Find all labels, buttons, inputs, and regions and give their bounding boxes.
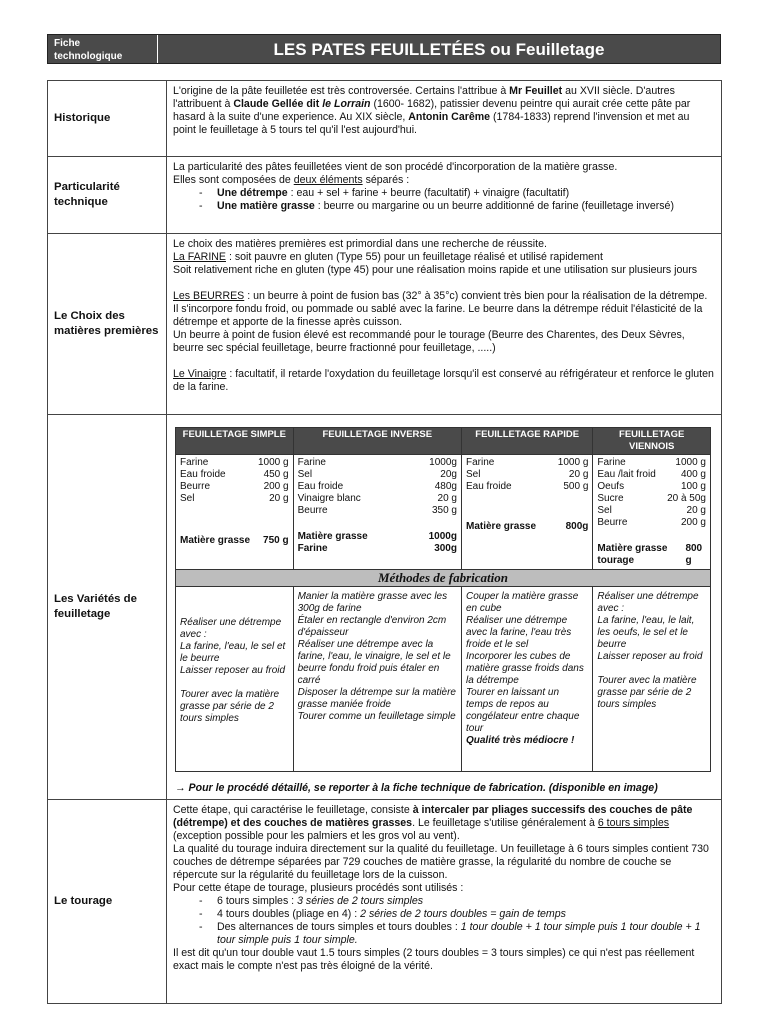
- method-step: Qualité très médiocre !: [465, 735, 575, 746]
- method-step: La farine, l'eau, le sel et le beurre: [180, 641, 286, 664]
- method-step: Réaliser une détrempe avec la farine, l'eau très froide et le sel: [465, 615, 572, 650]
- method-step: Incorporer les cubes de matière grasse froids dans la détrempe: [465, 651, 584, 686]
- ingredient-row: Eau froide 450 g: [180, 469, 289, 480]
- text-tourage: Cette étape, qui caractérise le feuilletage, consiste à intercaler par pliages successifs des couches de pâte (détrempe) et des couches de matières grasses. Le feuilletage s'utilise généralement à 6 tours simples (exception possible pour les palmiers et les gros vol au vent). La qualité du tourage induira directement sur la qualité du feuilletage. Un feuilletage à 6 tours simples contient 730 couches de détrempe séparées par 729 couches de matière grasse, la régularité du nombre de couche se répercute sur la régularité du feuilletage lors de la cuisson. Pour cette étape de tourage, plusieurs procédés sont utilisés : - 6 tours simples : 3 séries de 2 tours simples - 4 tours doubles (pliage en 4) : 2 séries de 2 tours doubles = gain de temps - Des alternances de tours simples et tours doubles : 1 tour double + 1 tour simple puis 1 tour double + 1 tour simple puis 1 tour simple. Il est dit qu'un tour double vaut 1.5 tours simples (2 tours doubles = 3 tours simples) ce qui n'est pas réellement exact mais le compte n'est pas très éloigné de la vérité.: [167, 800, 722, 1004]
- ingredients-cell: [593, 455, 711, 570]
- ingredient-row: Eau /lait froid 400 g: [597, 469, 706, 480]
- row-choix: [48, 234, 722, 415]
- text-choix: Le choix des matières premières est primordial dans une recherche de réussite. La FARINE : soit pauvre en gluten (Type 55) pour un feuilletage réalisé et utilisé rapidement Soit relativement riche en gluten (type 45) pour une réalisation moins rapide et une utilisation sur plusieurs jours Les BEURRES : un beurre à point de fusion bas (32° à 35°c) convient très bien pour la réalisation de la détrempe. Il s'incorpore fondu froid, ou pommade ou sablé avec la farine. Le beurre dans la détrempe réduit l'élasticité de la détrempe et apporte de la finesse après cuisson. Un beurre à point de fusion élevé est recommandé pour le tourage (Beurre des Charentes, des Deux Sèvres, beurre sec spécial feuilletage, beurre fractionné pour feuilletage, .....) Le Vinaigre : facultatif, il retarde l'oxydation du feuilletage lorsqu'il est conservé au réfrigérateur et renforce le gluten de la farine.: [167, 234, 722, 415]
- page-title: LES PATES FEUILLETÉES ou Feuilletage: [273, 40, 605, 59]
- ingredient-row: Sucre 20 à 50g: [597, 493, 706, 504]
- ingredient-row: Sel 20g: [297, 469, 457, 480]
- method-step: Réaliser une détrempe avec la farine, l'eau, le vinaigre, le sel et le beurre fondu froid puis étaler en carré: [297, 639, 451, 686]
- method-cell: [461, 587, 592, 772]
- ingredient-total: Matière grasse tourage 800 g: [597, 543, 703, 566]
- list-item: - Une matière grasse : beurre ou margarine ou un beurre additionné de farine (feuilletage inversé): [199, 200, 715, 213]
- method-step: La farine, l'eau, le lait, les oeufs, le sel et le beurre: [597, 615, 695, 650]
- row-historique: [48, 81, 722, 157]
- variety-header: FEUILLETAGE RAPIDE: [461, 428, 592, 455]
- label-varietes: Les Variétés de feuilletage: [48, 415, 167, 800]
- ingredient-row: Beurre 200 g: [180, 481, 289, 492]
- ingredient-total: Farine 300g: [297, 543, 457, 554]
- ingredient-row: Sel 20 g: [465, 469, 589, 480]
- method-step: [597, 663, 706, 675]
- ingredient-row: Beurre 350 g: [297, 505, 457, 516]
- ingredient-row: Vinaigre blanc 20 g: [297, 493, 457, 504]
- variety-header: FEUILLETAGE INVERSE: [293, 428, 461, 455]
- row-varietes: [48, 415, 722, 800]
- method-step: Laisser reposer au froid: [597, 651, 703, 662]
- method-step: Tourer comme un feuilletage simple: [297, 711, 456, 722]
- text-historique: L'origine de la pâte feuilletée est très controversée. Certains l'attribue à Mr Feuillet au XVII siècle. D'autres l'attribuent à Claude Gellée dit le Lorrain (1600- 1682), patissier devenu peintre qui aurait crée cette pâte par hasard à la suite d'une experience. Au XIX siècle, Antonin Carême (1784-1833) reprend l'invension et met au point le feuilletage à 5 tours tel qu'il l'est aujourd'hui.: [167, 81, 722, 157]
- ingredient-total: Matière grasse 800g: [465, 521, 589, 532]
- header-label: Fiche technologique: [48, 35, 158, 63]
- ingredients-cell: [176, 455, 294, 570]
- method-cell: [176, 587, 294, 772]
- ingredient-row: Eau froide 500 g: [465, 481, 589, 492]
- method-step: Manier la matière grasse avec les 300g de farine: [297, 591, 448, 614]
- methods-title: Méthodes de fabrication: [176, 570, 711, 587]
- method-step: [180, 677, 289, 689]
- label-choix: Le Choix des matières premières: [48, 234, 167, 415]
- ingredient-row: Sel 20 g: [597, 505, 706, 516]
- ingredient-row: Farine 1000g: [297, 457, 457, 468]
- method-step: Couper la matière grasse en cube: [465, 591, 579, 614]
- procedure-note: → Pour le procédé détaillé, se reporter à la fiche technique de fabrication. (disponible en image): [175, 782, 658, 794]
- ingredient-row: Farine 1000 g: [180, 457, 289, 468]
- document-header: [47, 34, 721, 64]
- text-particularite: La particularité des pâtes feuilletées vient de son procédé d'incorporation de la matière grasse. Elles sont composées de deux éléments séparés : - Une détrempe : eau + sel + farine + beurre (facultatif) + vinaigre (facultatif) - Une matière grasse : beurre ou margarine ou un beurre additionné de farine (feuilletage inversé): [167, 157, 722, 234]
- method-step: Laisser reposer au froid: [180, 665, 286, 676]
- ingredient-row: Farine 1000 g: [465, 457, 589, 468]
- method-step: Disposer la détrempe sur la matière grasse maniée froide: [297, 687, 456, 710]
- list-item: - 4 tours doubles (pliage en 4) : 2 séries de 2 tours doubles = gain de temps: [199, 908, 715, 921]
- label-historique: Historique: [48, 81, 167, 157]
- ingredient-row: Sel 20 g: [180, 493, 289, 504]
- varieties-table: [175, 427, 711, 772]
- ingredients-cell: [293, 455, 461, 570]
- label-particularite: Particularité technique: [48, 157, 167, 234]
- method-step: Réaliser une détrempe avec :: [597, 591, 699, 614]
- method-cell: [593, 587, 711, 772]
- list-item: - Des alternances de tours simples et tours doubles : 1 tour double + 1 tour simple puis 1 tour double + 1 tour simple puis 1 tour simple.: [199, 921, 715, 947]
- row-tourage: [48, 800, 722, 1004]
- method-step: Tourer avec la matière grasse par série de 2 tours simples: [597, 675, 697, 710]
- content-table: [47, 80, 722, 1004]
- ingredient-total: Matière grasse 750 g: [180, 535, 289, 546]
- text-varietes: [167, 415, 722, 800]
- ingredient-row: Beurre 200 g: [597, 517, 706, 528]
- method-step: Tourer avec la matière grasse par série de 2 tours simples: [180, 689, 280, 724]
- method-step: Tourer en laissant un temps de repos au congélateur entre chaque tour: [465, 687, 580, 734]
- ingredient-row: Farine 1000 g: [597, 457, 706, 468]
- ingredient-row: Eau froide 480g: [297, 481, 457, 492]
- variety-header: FEUILLETAGE SIMPLE: [176, 428, 294, 455]
- ingredient-total: Matière grasse 1000g: [297, 531, 457, 542]
- method-step: Réaliser une détrempe avec :: [180, 617, 282, 640]
- row-particularite: [48, 157, 722, 234]
- list-item: - 6 tours simples : 3 séries de 2 tours simples: [199, 895, 715, 908]
- list-item: - Une détrempe : eau + sel + farine + beurre (facultatif) + vinaigre (facultatif): [199, 187, 715, 200]
- label-tourage: Le tourage: [48, 800, 167, 1004]
- method-step: Étaler en rectangle d'environ 2cm d'épaisseur: [297, 615, 447, 638]
- ingredient-row: Oeufs 100 g: [597, 481, 706, 492]
- ingredients-cell: [461, 455, 592, 570]
- method-cell: [293, 587, 461, 772]
- variety-header: FEUILLETAGE VIENNOIS: [593, 428, 711, 455]
